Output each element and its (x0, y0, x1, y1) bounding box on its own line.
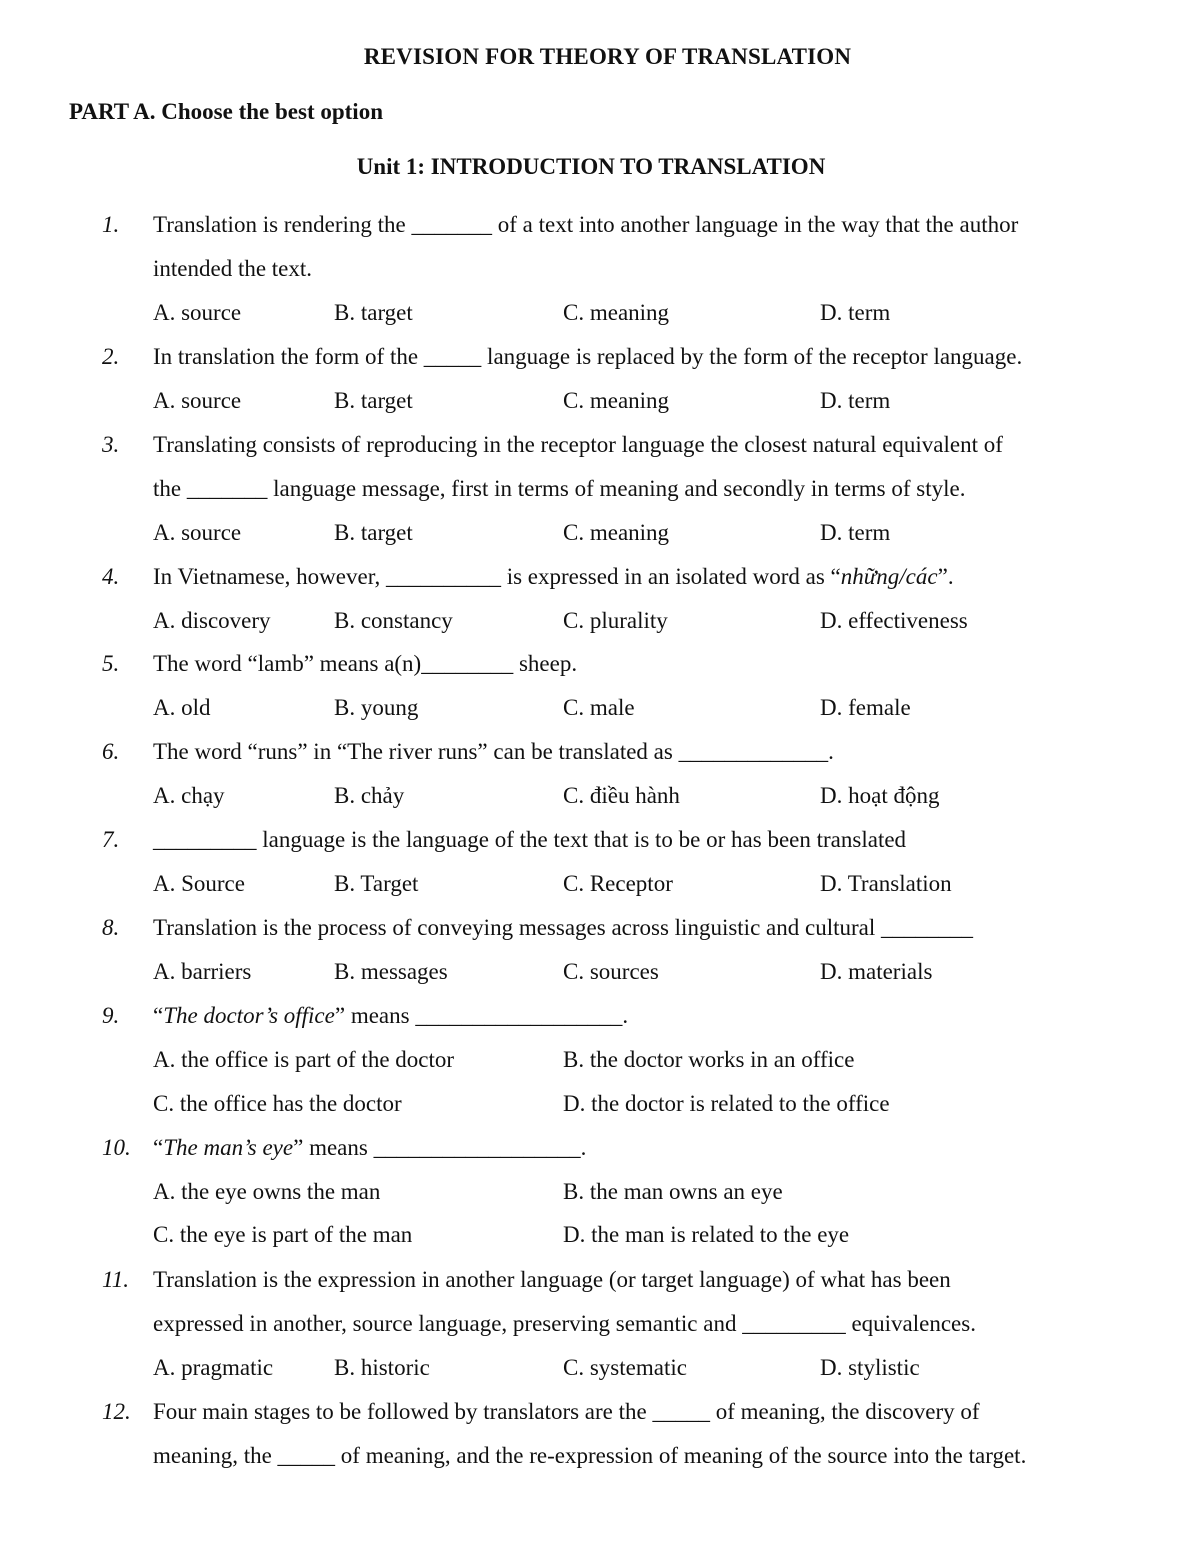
option-d: D. Translation (820, 871, 952, 896)
question-text: The word “lamb” means a(n)________ sheep. (153, 651, 578, 676)
option-b: B. young (334, 695, 419, 720)
question-number: 7. (102, 827, 120, 852)
option-a: A. pragmatic (153, 1355, 274, 1380)
question-number: 10. (102, 1135, 131, 1160)
question-text: meaning, the _____ of meaning, and the re-expression of meaning of the source into the target. (153, 1443, 1027, 1468)
option-b: B. the doctor works in an office (563, 1047, 855, 1072)
question-text: Translating consists of reproducing in the receptor language the closest natural equivalent of (153, 432, 1003, 457)
question-text-part: ” means __________________. (334, 1003, 629, 1028)
option-a: A. the eye owns the man (153, 1179, 381, 1204)
question-text-italic: The doctor’s office (163, 1003, 335, 1028)
option-a: A. source (153, 388, 242, 413)
question-number: 5. (102, 651, 120, 676)
option-a: A. the office is part of the doctor (153, 1047, 455, 1072)
option-b: B. historic (334, 1355, 430, 1380)
option-c: C. meaning (563, 520, 670, 545)
option-a: A. chạy (153, 783, 225, 808)
option-b: B. the man owns an eye (563, 1179, 783, 1204)
question-text-part: “ (153, 1003, 164, 1028)
question-text: expressed in another, source language, preserving semantic and _________ equivalences. (153, 1311, 976, 1336)
option-b: B. target (334, 388, 413, 413)
option-a: A. barriers (153, 959, 252, 984)
question-number: 9. (102, 1003, 120, 1028)
question-number: 6. (102, 739, 120, 764)
option-d: D. hoạt động (820, 783, 940, 808)
question-text: The word “runs” in “The river runs” can be translated as _____________. (153, 739, 834, 764)
question-text-part: ”. (937, 564, 954, 589)
option-b: B. constancy (334, 608, 453, 633)
part-heading: PART A. Choose the best option (69, 99, 383, 124)
question-text (153, 1001, 628, 1031)
option-c: C. plurality (563, 608, 668, 633)
option-d: D. effectiveness (820, 608, 968, 633)
question-text: Translation is the process of conveying messages across linguistic and cultural ________ (153, 915, 973, 940)
option-a: A. discovery (153, 608, 271, 633)
question-number: 3. (102, 432, 120, 457)
question-text: intended the text. (153, 256, 313, 281)
option-c: C. meaning (563, 388, 670, 413)
question-text: Four main stages to be followed by translators are the _____ of meaning, the discovery of (153, 1399, 980, 1424)
option-a: A. source (153, 300, 242, 325)
unit-heading: Unit 1: INTRODUCTION TO TRANSLATION (356, 154, 826, 179)
option-c: C. systematic (563, 1355, 687, 1380)
question-text: Translation is the expression in another language (or target language) of what has been (153, 1267, 951, 1292)
option-d: D. stylistic (820, 1355, 920, 1380)
option-a: A. Source (153, 871, 245, 896)
question-number: 1. (102, 212, 120, 237)
option-c: C. the office has the doctor (153, 1091, 402, 1116)
option-d: D. term (820, 300, 891, 325)
option-b: B. target (334, 300, 413, 325)
option-c: C. male (563, 695, 635, 720)
question-text: Translation is rendering the _______ of a text into another language in the way that the author (153, 212, 1019, 237)
document-title: REVISION FOR THEORY OF TRANSLATION (363, 44, 852, 69)
option-d: D. term (820, 520, 891, 545)
option-c: C. điều hành (563, 783, 680, 808)
option-d: D. the doctor is related to the office (563, 1091, 890, 1116)
question-number: 4. (102, 564, 120, 589)
question-number: 11. (102, 1267, 130, 1292)
question-text (153, 1133, 586, 1163)
option-d: D. female (820, 695, 911, 720)
option-c: C. Receptor (563, 871, 673, 896)
option-a: A. source (153, 520, 242, 545)
option-b: B. chảy (334, 783, 405, 808)
option-c: C. meaning (563, 300, 670, 325)
question-text-part: In Vietnamese, however, __________ is expressed in an isolated word as “ (153, 564, 841, 589)
option-b: B. Target (334, 871, 419, 896)
question-text: In translation the form of the _____ language is replaced by the form of the receptor language. (153, 344, 1023, 369)
question-text-italic: The man’s eye (163, 1135, 294, 1160)
question-number: 2. (102, 344, 120, 369)
option-c: C. the eye is part of the man (153, 1222, 413, 1247)
option-d: D. materials (820, 959, 933, 984)
question-number: 8. (102, 915, 120, 940)
option-b: B. target (334, 520, 413, 545)
question-text-italic: những/các (840, 564, 938, 589)
question-number: 12. (102, 1399, 131, 1424)
question-text (153, 562, 954, 592)
question-text-part: “ (153, 1135, 164, 1160)
option-b: B. messages (334, 959, 448, 984)
question-text: the _______ language message, first in terms of meaning and secondly in terms of style. (153, 476, 966, 501)
option-d: D. term (820, 388, 891, 413)
question-text: _________ language is the language of the text that is to be or has been translated (153, 827, 907, 852)
option-d: D. the man is related to the eye (563, 1222, 850, 1247)
option-a: A. old (153, 695, 211, 720)
option-c: C. sources (563, 959, 659, 984)
question-text-part: ” means __________________. (293, 1135, 587, 1160)
